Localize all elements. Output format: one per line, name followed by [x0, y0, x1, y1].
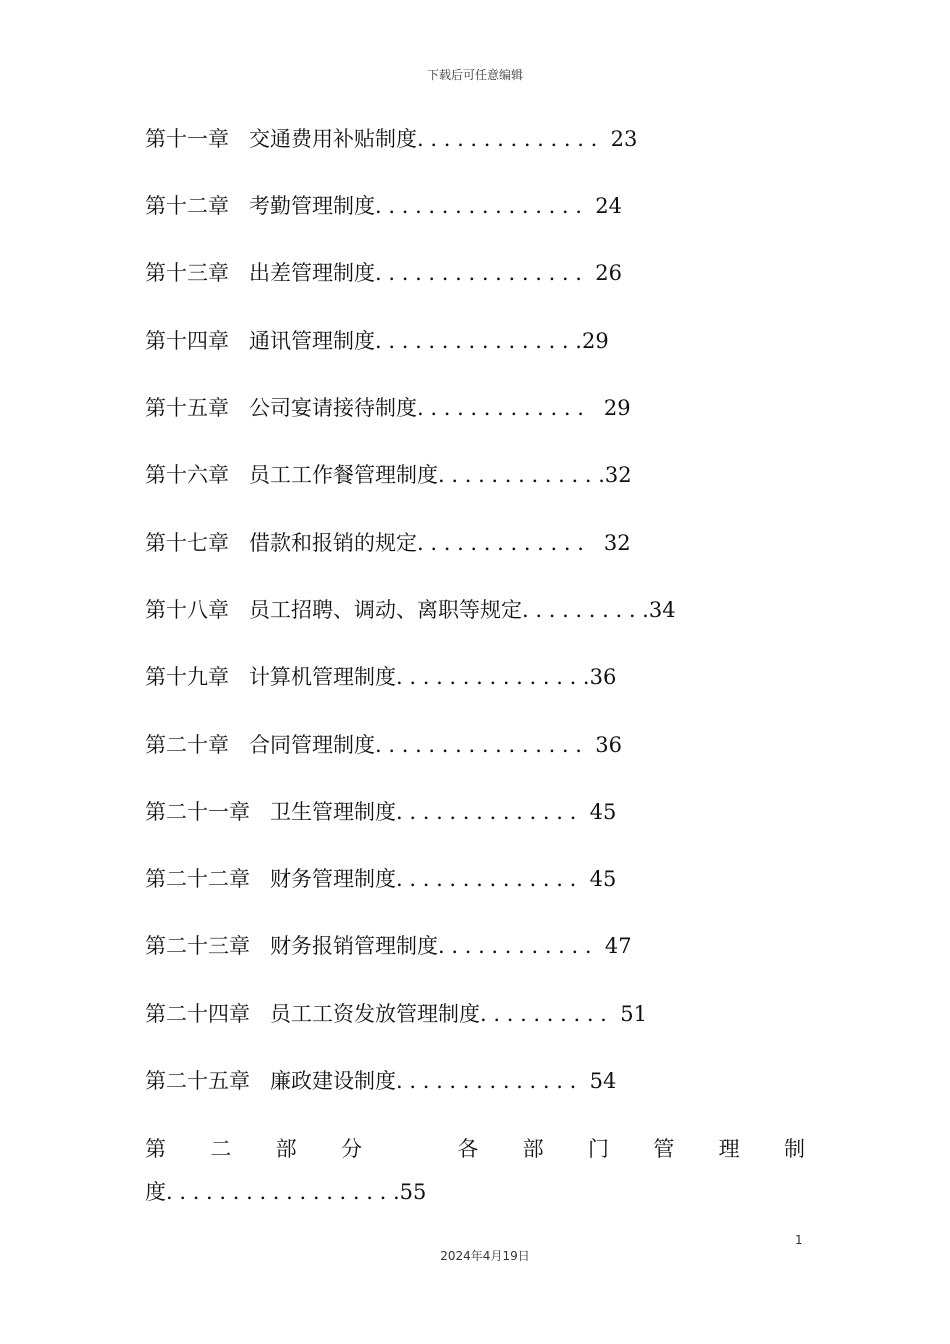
- part-char: 门: [587, 1137, 609, 1161]
- toc-entry-18[interactable]: 第十八章 员工招聘、调动、离职等规定. . . . . . . . . .34: [145, 598, 676, 622]
- toc-entry-22[interactable]: 第二十二章 财务管理制度. . . . . . . . . . . . . . 45: [145, 867, 617, 891]
- toc-entry-11[interactable]: 第十一章 交通费用补贴制度. . . . . . . . . . . . . . 23: [145, 127, 638, 151]
- toc-entry-13[interactable]: 第十三章 出差管理制度. . . . . . . . . . . . . . . . 26: [145, 261, 623, 285]
- part-char: 部: [275, 1137, 297, 1161]
- part-char: 管: [653, 1137, 675, 1161]
- page-header: 下载后可任意编辑: [426, 68, 523, 82]
- part-char: 第: [145, 1137, 166, 1161]
- toc-entry-25[interactable]: 第二十五章 廉政建设制度. . . . . . . . . . . . . . 54: [145, 1069, 617, 1093]
- toc-entry-23[interactable]: 第二十三章 财务报销管理制度. . . . . . . . . . . . 47: [145, 934, 632, 958]
- footer-date: 2024年4月19日: [440, 1249, 530, 1263]
- part-char: 二: [210, 1137, 232, 1161]
- toc-part-two-heading[interactable]: [145, 1133, 805, 1163]
- part-char: [406, 1133, 413, 1163]
- toc-entry-19[interactable]: 第十九章 计算机管理制度. . . . . . . . . . . . . . .36: [145, 665, 617, 689]
- toc-entry-17[interactable]: 第十七章 借款和报销的规定. . . . . . . . . . . . . 32: [145, 531, 631, 555]
- part-char: 理: [718, 1137, 740, 1161]
- toc-entry-24[interactable]: 第二十四章 员工工资发放管理制度. . . . . . . . . . 51: [145, 1002, 647, 1026]
- part-char: 分: [340, 1137, 362, 1161]
- part-char: 各: [457, 1137, 479, 1161]
- part-char: 部: [522, 1137, 544, 1161]
- toc-entry-15[interactable]: 第十五章 公司宴请接待制度. . . . . . . . . . . . . 29: [145, 396, 631, 420]
- toc-entry-20[interactable]: 第二十章 合同管理制度. . . . . . . . . . . . . . . . 36: [145, 733, 623, 757]
- toc-entry-16[interactable]: 第十六章 员工工作餐管理制度. . . . . . . . . . . . .32: [145, 463, 632, 487]
- toc-part-two-continuation[interactable]: 度. . . . . . . . . . . . . . . . . .55: [145, 1180, 427, 1204]
- toc-entry-14[interactable]: 第十四章 通讯管理制度. . . . . . . . . . . . . . . .29: [145, 329, 609, 353]
- toc-entry-12[interactable]: 第十二章 考勤管理制度. . . . . . . . . . . . . . . . 24: [145, 194, 623, 218]
- page-number: 1: [795, 1233, 803, 1247]
- part-char: 制: [783, 1137, 805, 1161]
- toc-entry-21[interactable]: 第二十一章 卫生管理制度. . . . . . . . . . . . . . 45: [145, 800, 617, 824]
